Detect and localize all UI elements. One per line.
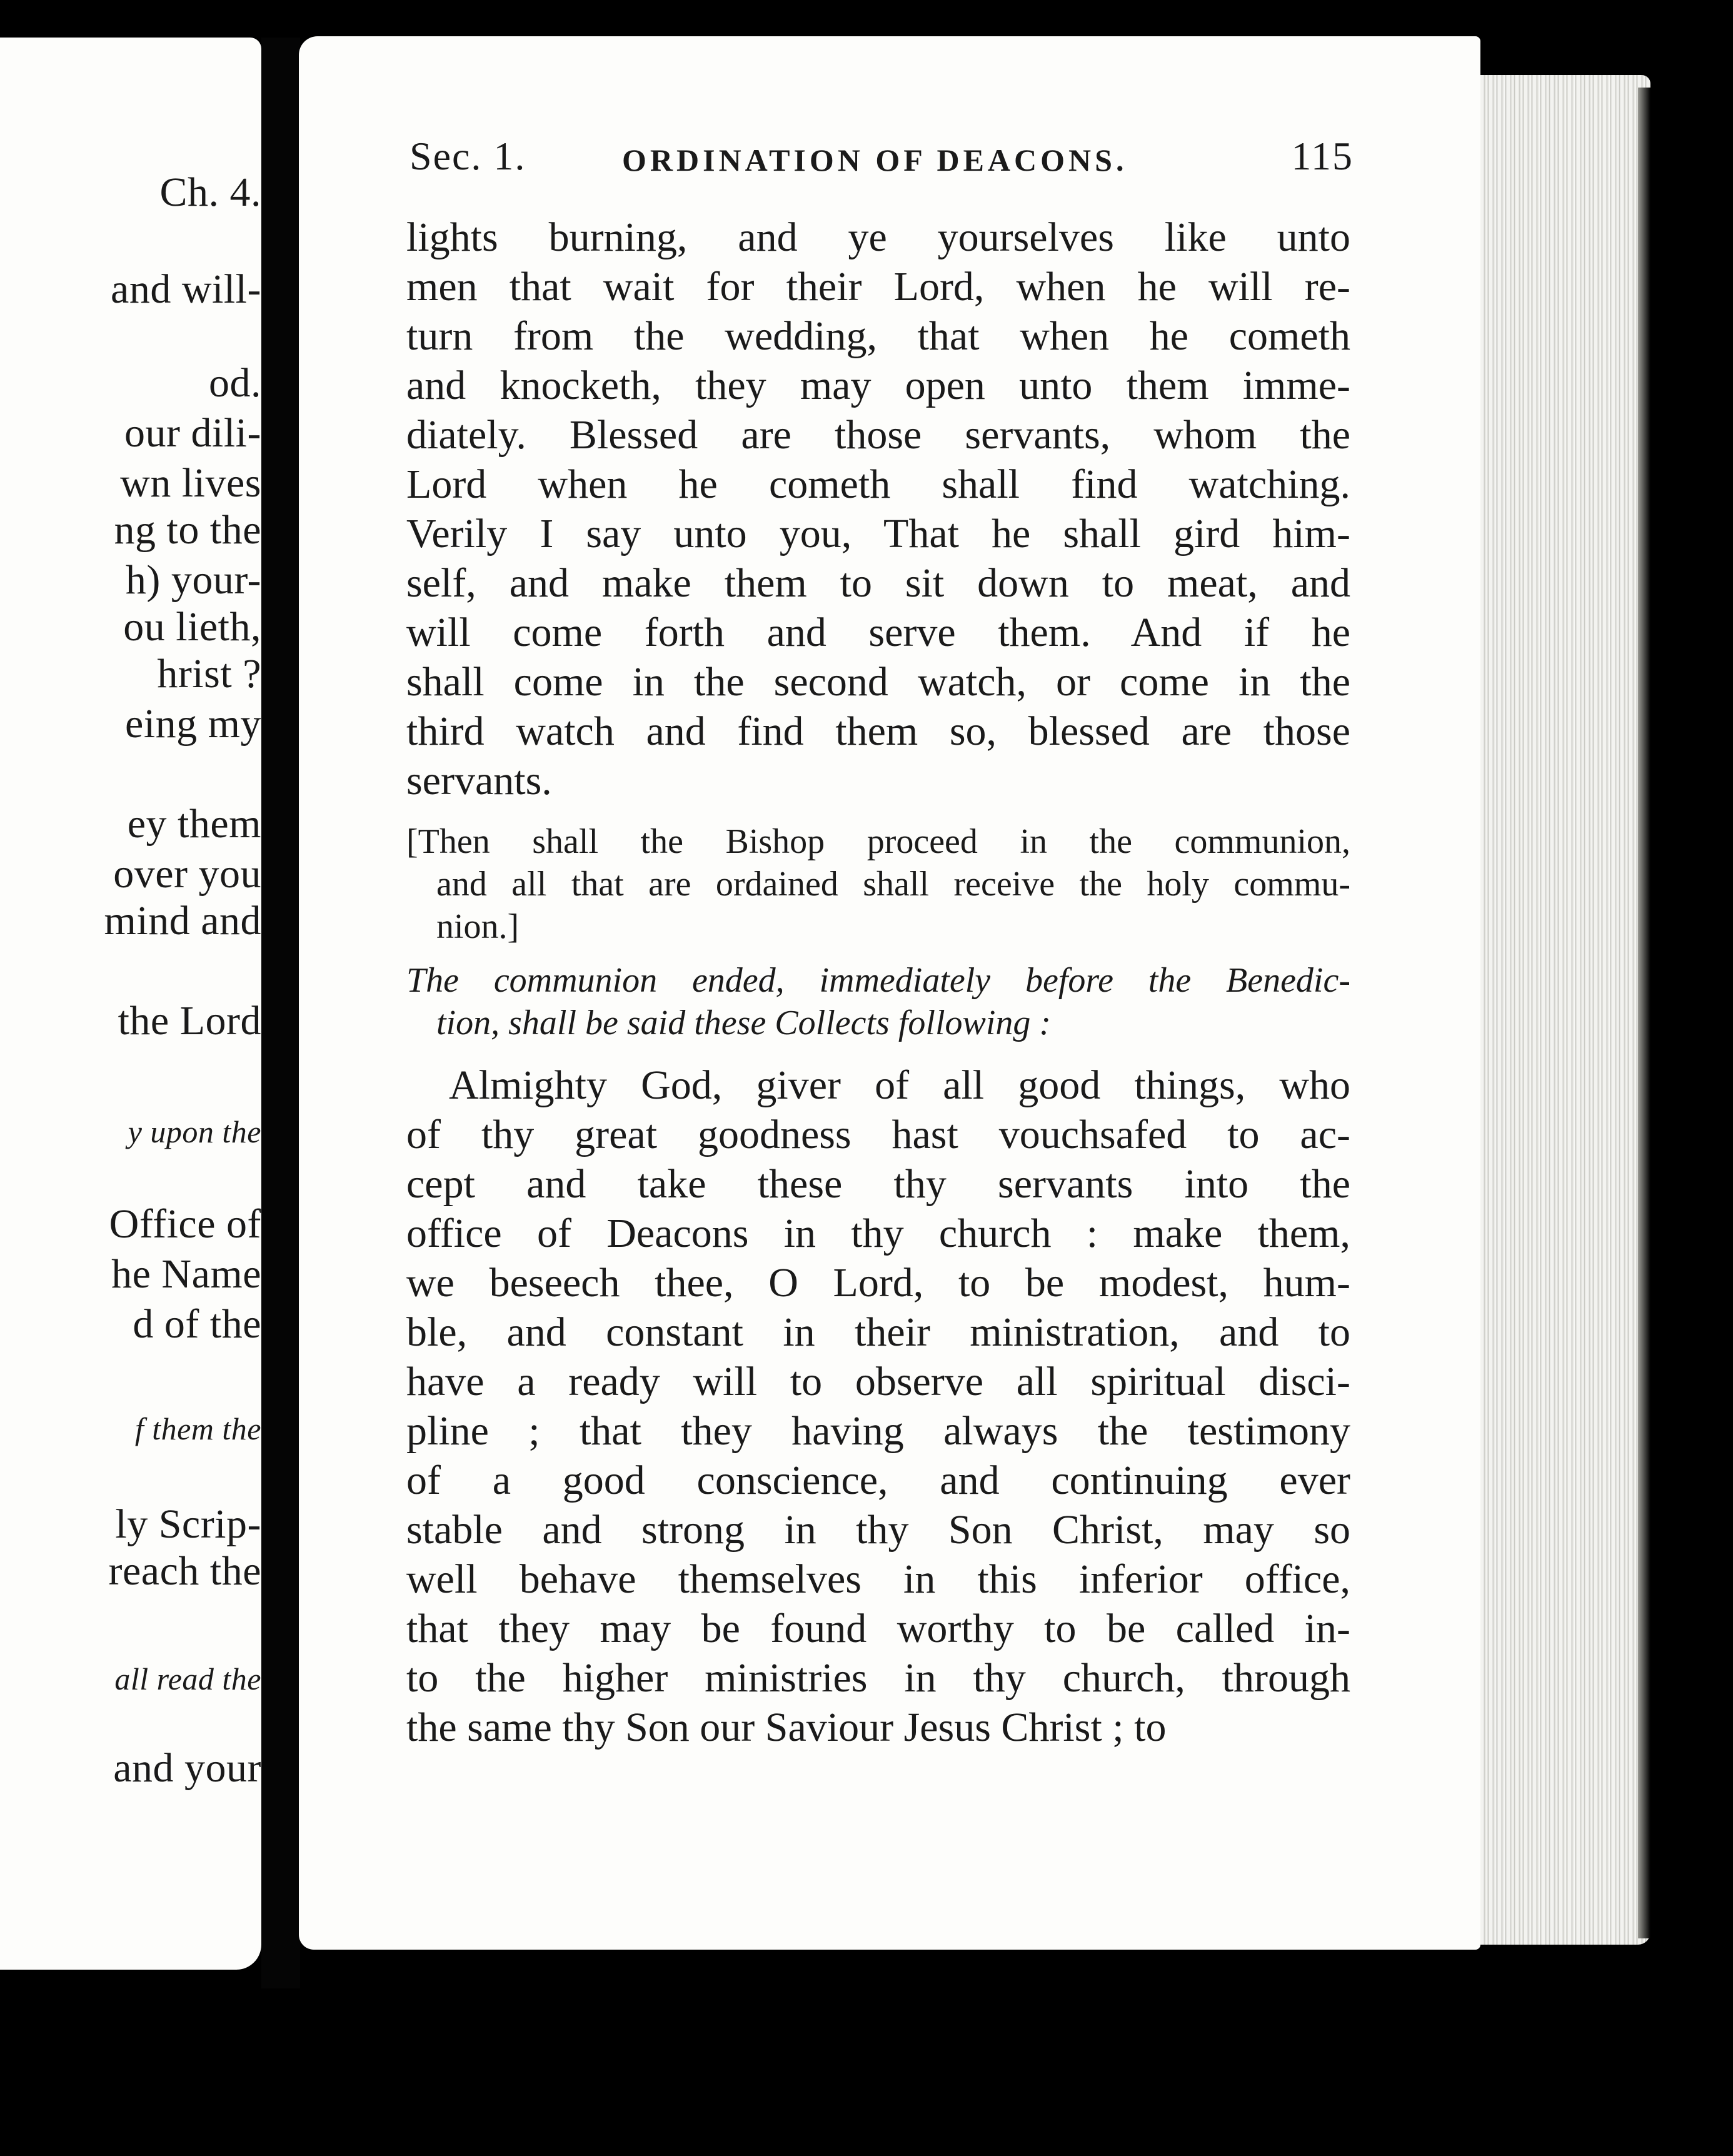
left-page-line: ng to the xyxy=(114,507,261,553)
left-page-line: od. xyxy=(209,360,261,406)
rubric1-line: nion.] xyxy=(436,907,520,946)
running-header xyxy=(409,131,1354,181)
page-edges xyxy=(1463,75,1650,1945)
rubric2-line: The communion ended, immediately before the Benedic- xyxy=(406,961,1350,1000)
left-page-line: f them the xyxy=(134,1411,261,1446)
para1-line: self, and make them to sit down to meat, and xyxy=(406,560,1350,606)
collect-line: pline ; that they having always the testimony xyxy=(406,1408,1350,1454)
header-section: Sec. 1. xyxy=(409,134,526,178)
left-page-line: h) your- xyxy=(125,557,261,603)
left-page-line: eing my xyxy=(125,701,261,747)
collect-line: well behave themselves in this inferior office, xyxy=(406,1556,1350,1602)
collect-line: that they may be found worthy to be called in- xyxy=(406,1606,1350,1651)
rubric-communion xyxy=(406,820,1350,948)
collect-line: cept and take these thy servants into the xyxy=(406,1161,1350,1207)
left-page-line: the Lord xyxy=(118,998,261,1044)
rubric-collects xyxy=(406,959,1350,1044)
rubric2-line: tion, shall be said these Collects following : xyxy=(436,1004,1052,1042)
collect-line: to the higher ministries in thy church, through xyxy=(406,1655,1350,1701)
para1-line: lights burning, and ye yourselves like unto xyxy=(406,214,1350,260)
header-title: ORDINATION OF DEACONS. xyxy=(622,143,1128,178)
para1-line: shall come in the second watch, or come in the xyxy=(406,659,1350,705)
para1-line: Lord when he cometh shall find watching. xyxy=(406,461,1350,507)
para1-line: third watch and find them so, blessed are those xyxy=(406,708,1350,754)
collect-prayer xyxy=(406,1060,1350,1752)
page-number: 115 xyxy=(1291,134,1354,178)
left-page-line: ly Scrip- xyxy=(115,1501,261,1547)
collect-line: of a good conscience, and continuing ever xyxy=(406,1458,1350,1503)
left-page-line: our dili- xyxy=(124,410,261,456)
collect-line: stable and strong in thy Son Christ, may so xyxy=(406,1507,1350,1553)
collect-line: have a ready will to observe all spiritual disci- xyxy=(406,1359,1350,1404)
para1-line: servants. xyxy=(406,758,552,803)
rubric1-line: [Then shall the Bishop proceed in the communion, xyxy=(406,822,1350,861)
left-page-line: y upon the xyxy=(128,1114,261,1149)
left-page-line: over you xyxy=(113,851,261,897)
left-page-line: wn lives xyxy=(120,460,261,506)
collect-line: office of Deacons in thy church : make them, xyxy=(406,1211,1350,1256)
para1-line: turn from the wedding, that when he cometh xyxy=(406,313,1350,359)
collect-line: ble, and constant in their ministration, and to xyxy=(406,1309,1350,1355)
rubric1-line: and all that are ordained shall receive the holy commu- xyxy=(436,865,1350,904)
page-body xyxy=(406,213,1350,1752)
collect-line: of thy great goodness hast vouchsafed to ac- xyxy=(406,1112,1350,1157)
para1-line: and knocketh, they may open unto them imme- xyxy=(406,363,1350,408)
collect-line: the same thy Son our Saviour Jesus Christ ; to xyxy=(406,1705,1167,1750)
para1-line: will come forth and serve them. And if he xyxy=(406,610,1350,655)
paragraph-continued xyxy=(406,213,1350,805)
left-page-line: all read the xyxy=(114,1661,261,1696)
collect-line: Almighty God, giver of all good things, who xyxy=(449,1062,1350,1108)
left-page-line: and your xyxy=(113,1745,261,1791)
book-gutter xyxy=(261,38,300,1988)
para1-line: diately. Blessed are those servants, whom the xyxy=(406,412,1350,458)
left-page-line: hrist ? xyxy=(157,651,261,697)
left-page-line: and will- xyxy=(111,266,261,312)
para1-line: Verily I say unto you, That he shall gird him- xyxy=(406,511,1350,557)
left-page-line: mind and xyxy=(104,898,261,944)
left-page-line: Ch. 4. xyxy=(159,169,261,215)
edge-shadow xyxy=(1638,88,1650,1938)
left-page xyxy=(0,38,261,1970)
left-page-line: Office of xyxy=(109,1201,261,1247)
left-page-line: d of the xyxy=(133,1301,261,1347)
para1-line: men that wait for their Lord, when he will re- xyxy=(406,264,1350,310)
left-page-line: ey them xyxy=(127,801,261,847)
left-page-line: he Name xyxy=(111,1251,261,1297)
left-page-line: ou lieth, xyxy=(123,604,261,650)
collect-line: we beseech thee, O Lord, to be modest, hum- xyxy=(406,1260,1350,1306)
left-page-line: reach the xyxy=(108,1548,261,1594)
